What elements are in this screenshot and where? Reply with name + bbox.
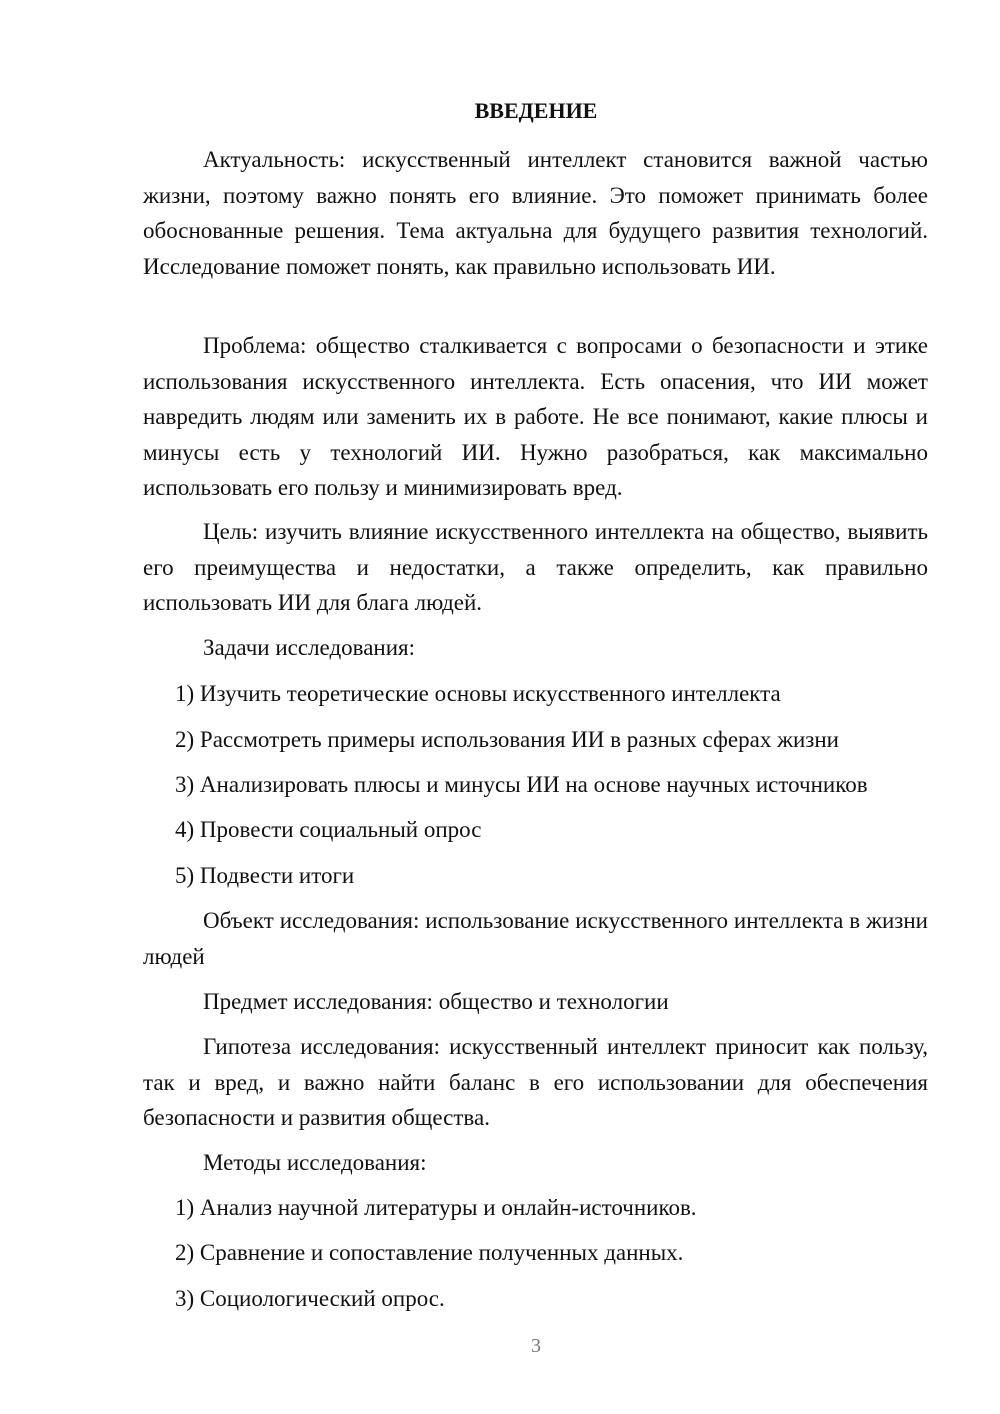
methods-heading: Методы исследования: bbox=[203, 1150, 427, 1175]
page-number: 3 bbox=[531, 1335, 541, 1357]
method-item: 3) Социологический опрос. bbox=[175, 1286, 445, 1311]
method-item: 2) Сравнение и сопоставление полученных данных. bbox=[175, 1240, 684, 1265]
tasks-heading: Задачи исследования: bbox=[203, 635, 416, 660]
subject-paragraph: Предмет исследования: общество и технологии bbox=[203, 989, 669, 1014]
task-item: 4) Провести социальный опрос bbox=[175, 817, 482, 842]
problem-paragraph: Проблема: общество сталкивается с вопросами о безопасности и этике использования искусственного интеллекта. Есть опасения, что ИИ может навредить людям или заменить их в работе. Не все понимают, какие плюсы и минусы есть у технологий ИИ. Нужно разобраться, как максимально использовать его пользу и минимизировать вред. bbox=[143, 333, 928, 500]
method-item: 1) Анализ научной литературы и онлайн-источников. bbox=[175, 1195, 697, 1220]
goal-paragraph: Цель: изучить влияние искусственного интеллекта на общество, выявить его преимущества и недостатки, а также определить, как правильно использовать ИИ для блага людей. bbox=[143, 519, 928, 615]
task-item: 1) Изучить теоретические основы искусственного интеллекта bbox=[175, 681, 781, 706]
page-title: ВВЕДЕНИЕ bbox=[474, 98, 598, 123]
task-item: 2) Рассмотреть примеры использования ИИ в разных сферах жизни bbox=[175, 727, 839, 752]
task-item: 3) Анализировать плюсы и минусы ИИ на основе научных источников bbox=[175, 772, 868, 797]
task-item: 5) Подвести итоги bbox=[175, 863, 355, 888]
hypothesis-paragraph: Гипотеза исследования: искусственный интеллект приносит как пользу, так и вред, и важно найти баланс в его использовании для обеспечения безопасности и развития общества. bbox=[143, 1034, 928, 1130]
relevance-paragraph: Актуальность: искусственный интеллект становится важной частью жизни, поэтому важно понять его влияние. Это поможет принимать более обоснованные решения. Тема актуальна для будущего развития технологий. Исследование поможет понять, как правильно использовать ИИ. bbox=[143, 147, 928, 279]
object-paragraph: Объект исследования: использование искусственного интеллекта в жизни людей bbox=[143, 908, 928, 969]
